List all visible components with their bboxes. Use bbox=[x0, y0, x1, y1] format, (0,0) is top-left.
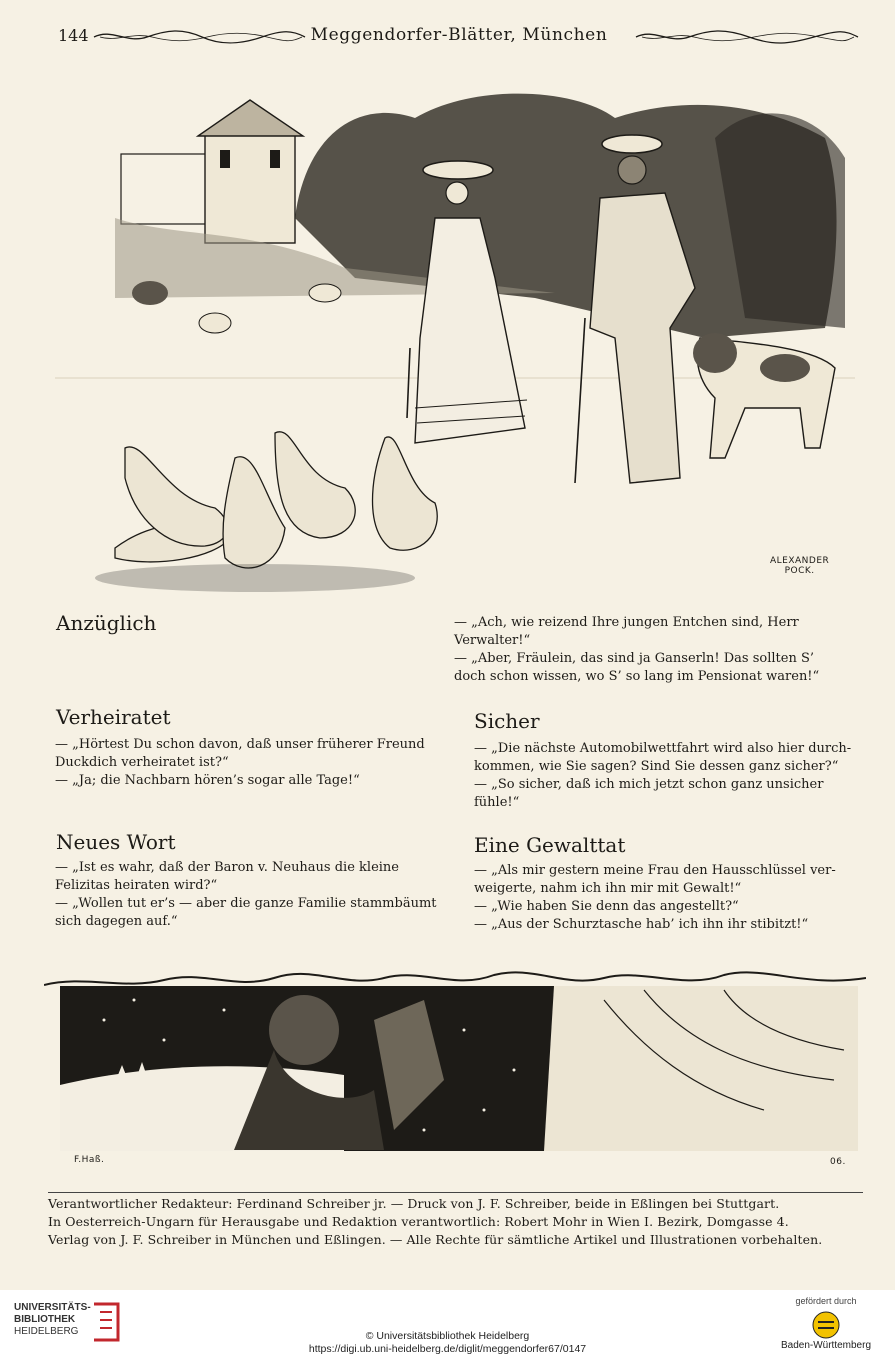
title-anzueglich: Anzüglich bbox=[56, 611, 157, 635]
title-verheiratet: Verheiratet bbox=[56, 705, 171, 729]
text-anzueglich: — „Ach, wie reizend Ihre jungen Entchen sind, Herr Verwalter!“ — „Aber, Fräulein, das sind ja Ganserln! Das sollten S’ doch schon wissen, wo S’ so lang im Pensionat waren!“ bbox=[454, 615, 820, 684]
bottom-illustration bbox=[44, 960, 866, 1172]
ornament-right bbox=[634, 30, 860, 44]
imprint-line-2: In Oesterreich-Ungarn für Herausgabe und Redaktion verantwortlich: Robert Mohr in Wien I. Bezirk, Domgasse 4. bbox=[48, 1214, 789, 1229]
title-neues-wort: Neues Wort bbox=[56, 830, 176, 854]
text-neues-wort: — „Ist es wahr, daß der Baron v. Neuhaus die kleine Felizitas heiraten wird?“ — „Wollen tut er’s — aber die ganze Familie stammbäumt sich dagegen auf.“ bbox=[55, 860, 437, 929]
garden-scene-drawing bbox=[55, 78, 855, 598]
page-number: 144 bbox=[58, 26, 89, 45]
university-library-logo[interactable]: UNIVERSITÄTS- BIBLIOTHEK HEIDELBERG bbox=[14, 1302, 91, 1337]
copyright-notice: © Universitätsbibliothek Heidelberg bbox=[365, 1330, 530, 1342]
state-coat-of-arms-icon bbox=[811, 1310, 841, 1340]
sponsor-label: gefördert durch bbox=[795, 1296, 857, 1306]
sponsor-name[interactable]: Baden-Württemberg bbox=[780, 1340, 872, 1351]
permalink-url[interactable]: https://digi.ub.uni-heidelberg.de/diglit/meggendorfer67/0147 bbox=[308, 1343, 587, 1355]
date-mark-bottom: 06. bbox=[830, 1157, 846, 1167]
imprint bbox=[48, 1192, 863, 1249]
illustrator-signature-bottom: F.Haß. bbox=[74, 1155, 105, 1165]
text-verheiratet: — „Hörtest Du schon davon, daß unser früherer Freund Duckdich verheiratet ist?“ — „Ja; die Nachbarn hören’s sogar alle Tage!“ bbox=[55, 737, 425, 788]
imprint-line-1: Verantwortlicher Redakteur: Ferdinand Schreiber jr. — Druck von J. F. Schreiber, beide in Eßlingen bei Stuttgart. bbox=[48, 1196, 780, 1211]
imprint-line-3: Verlag von J. F. Schreiber in München und Eßlingen. — Alle Rechte für sämtliche Artikel und Illustrationen vorbehalten. bbox=[48, 1232, 823, 1247]
top-illustration bbox=[55, 78, 855, 598]
publication-title: Meggendorfer-Blätter, München bbox=[310, 25, 608, 45]
library-footer bbox=[0, 1290, 895, 1356]
text-gewalttat: — „Als mir gestern meine Frau den Hausschlüssel ver- weigerte, nahm ich ihn mir mit Gewalt!“ — „Wie haben Sie denn das angestellt?“ — „Aus der Schurztasche hab’ ich ihn ihr stibitzt!“ bbox=[474, 863, 836, 932]
title-sicher: Sicher bbox=[474, 709, 540, 733]
winter-scene-drawing bbox=[44, 960, 866, 1172]
title-gewalttat: Eine Gewalttat bbox=[474, 833, 626, 857]
page-header bbox=[56, 22, 862, 52]
sponsor-block bbox=[771, 1296, 881, 1351]
text-sicher: — „Die nächste Automobilwettfahrt wird also hier durch- kommen, wie Sie sagen? Sind Sie dessen ganz sicher?“ — „So sicher, daß ich mich jetzt schon ganz unsicher fühle!“ bbox=[474, 741, 852, 810]
illustrator-signature: ALEXANDER POCK. bbox=[770, 556, 830, 576]
imprint-divider bbox=[48, 1192, 863, 1193]
